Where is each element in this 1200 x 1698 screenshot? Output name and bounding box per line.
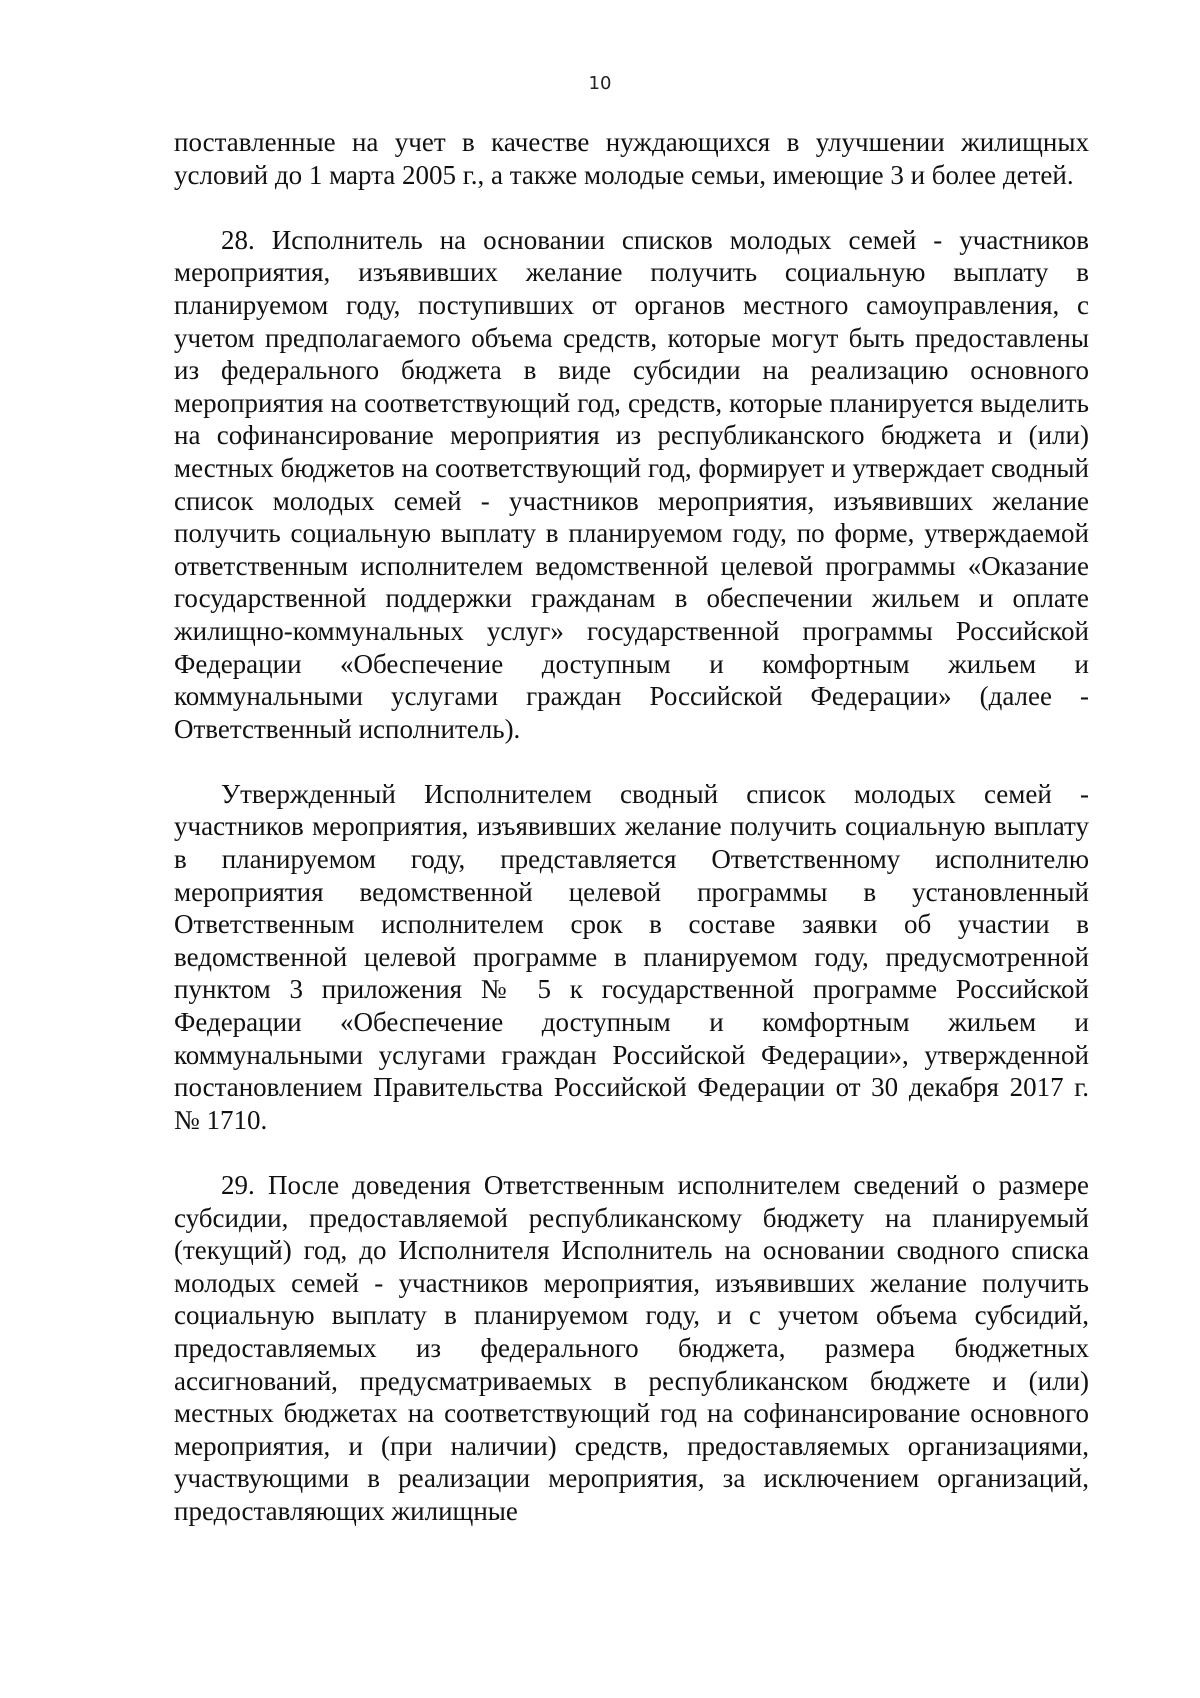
paragraph-approved-list: Утвержденный Исполнителем сводный список молодых семей - участников мероприятия, изъявивших желание получить социальную выплату в планируемом году, представляется Ответственному исполнителю мероприятия ведомственной целевой программы в установленный Ответственным исполнителем срок в составе заявки об участии в ведомственной целевой программе в планируемом году, предусмотренной пунктом 3 приложения № 5 к государственной программе Российской Федерации «Обеспечение доступным и комфортным жильем и коммунальными услугами граждан Российской Федерации», утвержденной постановлением Правительства Российской Федерации от 30 декабря 2017 г. № 1710. xyxy=(174,778,1089,1135)
document-body xyxy=(174,126,1089,1528)
paragraph-continuation: поставленные на учет в качестве нуждающихся в улучшении жилищных условий до 1 марта 2005 г., а также молодые семьи, имеющие 3 и более детей. xyxy=(174,127,1089,190)
paragraph-item-28: 28. Исполнитель на основании списков молодых семей - участников мероприятия, изъявивших желание получить социальную выплату в планируемом году, поступивших от органов местного самоуправления, с учетом предполагаемого объема средств, которые могут быть предоставлены из федерального бюджета в виде субсидии на реализацию основного мероприятия на соответствующий год, средств, которые планируется выделить на софинансирование мероприятия из республиканского бюджета и (или) местных бюджетов на соответствующий год, формирует и утверждает сводный список молодых семей - участников мероприятия, изъявивших желание получить социальную выплату в планируемом году, по форме, утверждаемой ответственным исполнителем ведомственной целевой программы «Оказание государственной поддержки гражданам в обеспечении жильем и оплате жилищно-коммунальных услуг» государственной программы Российской Федерации «Обеспечение доступным и комфортным жильем и коммунальными услугами граждан Российской Федерации» (далее - Ответственный исполнитель). xyxy=(174,224,1089,744)
page-number: 10 xyxy=(588,73,612,94)
paragraph-item-29: 29. После доведения Ответственным исполнителем сведений о размере субсидии, предоставляемой республиканскому бюджету на планируемый (текущий) год, до Исполнителя Исполнитель на основании сводного списка молодых семей - участников мероприятия, изъявивших желание получить социальную выплату в планируемом году, и с учетом объема субсидий, предоставляемых из федерального бюджета, размера бюджетных ассигнований, предусматриваемых в республиканском бюджете и (или) местных бюджетах на соответствующий год на софинансирование основного мероприятия, и (при наличии) средств, предоставляемых организациями, участвующими в реализации мероприятия, за исключением организаций, предоставляющих жилищные xyxy=(174,1170,1089,1526)
